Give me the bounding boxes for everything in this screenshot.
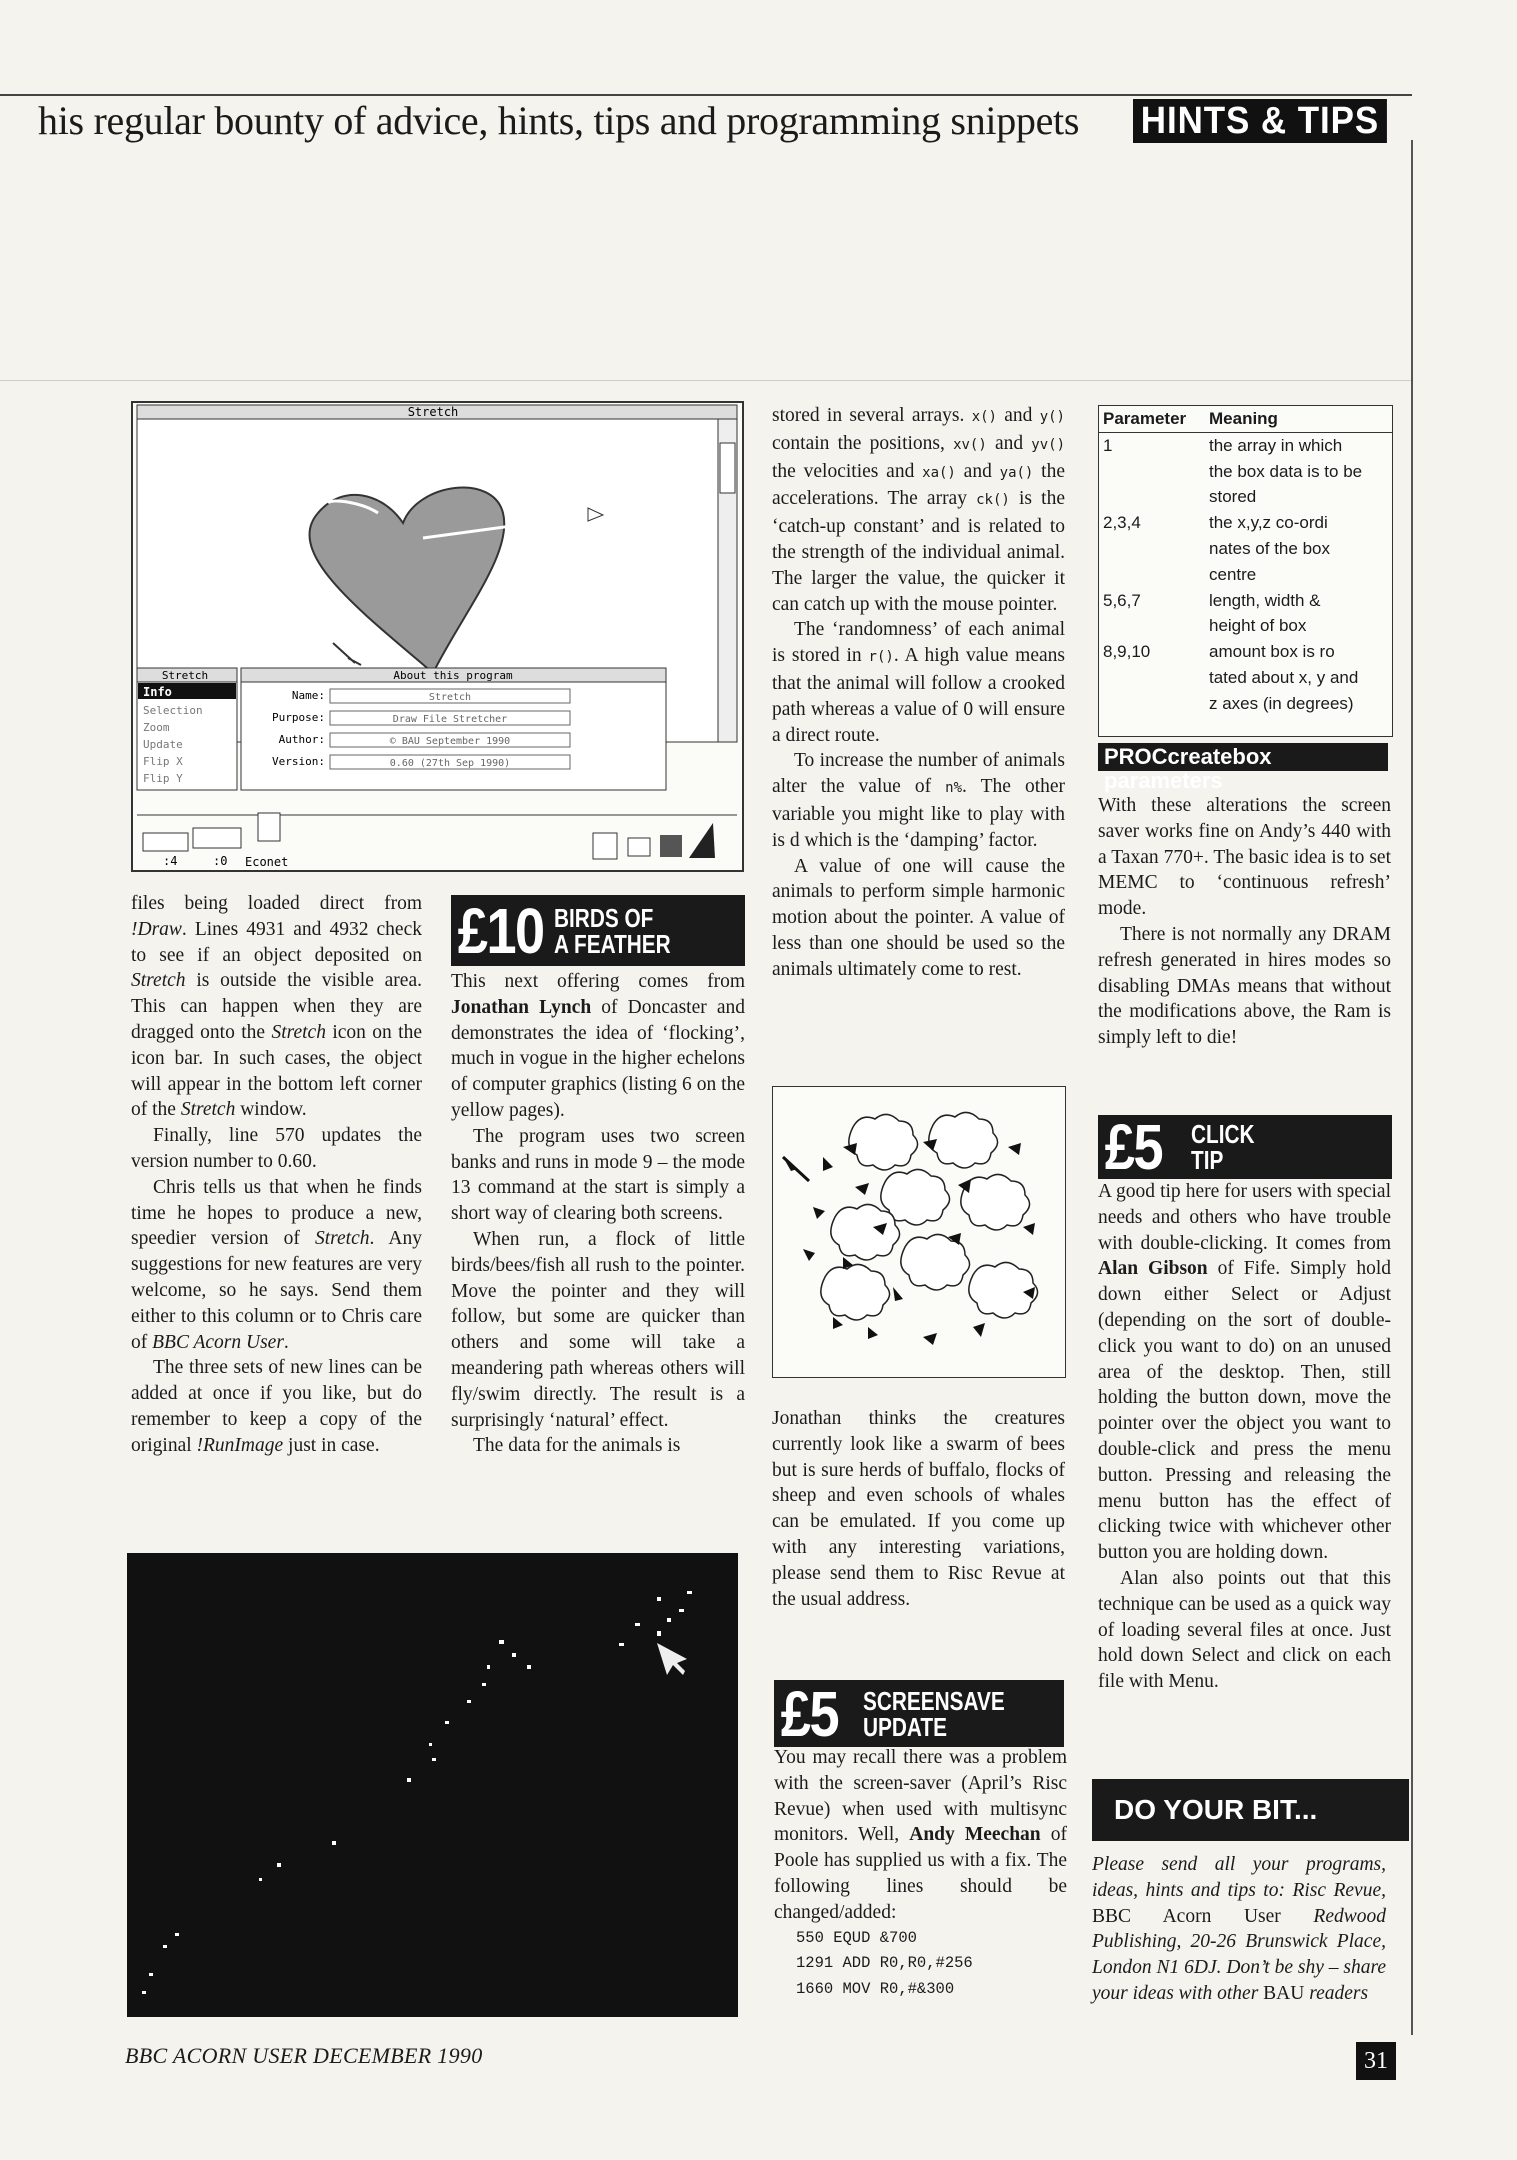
table-row: 1 the array in which the box data is to be stored bbox=[1103, 435, 1363, 507]
paragraph: The program uses two screen banks and runs in mode 9 – the mode 13 command at the start is simply a short way of clearing both screens. bbox=[451, 1125, 745, 1225]
flock-diagram-graphic bbox=[773, 1087, 1065, 1377]
column-3-text-lower bbox=[772, 1406, 1065, 1612]
paragraph: The ‘randomness’ of each animal is stored in r(). A high value means that the animal will follow a crooked path whereas a value of 0 will ensure a direct route. bbox=[772, 619, 1065, 746]
paragraph: A good tip here for users with special needs and others who have trouble with double-clicking. It comes from Alan Gibson of Fife. Simply hold down either Select or Adjust (depending on the sort of double-click you want to do) on an unused area of the desktop. Then, still holding the button down, move the pointer over the object you want to double-click and press the menu button. Pressing and releasing the menu button has the effect of clicking twice with whichever other button you are holding down. bbox=[1098, 1181, 1391, 1564]
about-name-value: Stretch bbox=[428, 692, 472, 703]
palette-icon bbox=[593, 833, 617, 859]
page-number: 31 bbox=[1356, 2042, 1396, 2080]
paragraph: Alan also points out that this technique can be used as a quick way of loading several files at once. Just hold down Select and click on each file with Menu. bbox=[1098, 1567, 1391, 1693]
code-line: 550 EQUD &700 bbox=[796, 1928, 917, 1947]
menu-item-flip-x: Flip X bbox=[143, 755, 183, 768]
table-header-parameter: Parameter bbox=[1099, 406, 1205, 432]
paragraph: There is not normally any DRAM refresh generated in hires modes so disabling DMAs means that without the modifications above, the Ram is simply left to die! bbox=[1098, 923, 1391, 1049]
paragraph: stored in several arrays. x() and y() contain the positions, xv() and yv() the velocities and xa() and ya() the accelerations. The array ck() is the ‘catch-up constant’ and is related to the strength of the individual animal. The larger the value, the quicker it can catch up with the mouse pointer. bbox=[772, 405, 1066, 615]
paragraph: Jonathan thinks the creatures currently look like a swarm of bees but is sure herds of buffalo, flocks of sheep and even schools of whales can be emulated. If you come up with any interesting variations, please send them to Risc Revue at the usual address. bbox=[772, 1408, 1065, 1610]
column-1-text bbox=[131, 891, 422, 1459]
about-author-value: © BAU September 1990 bbox=[389, 736, 511, 747]
menu-item-info: Info bbox=[143, 685, 172, 699]
prize-title: CLICK TIP bbox=[1191, 1119, 1255, 1175]
table-header-meaning: Meaning bbox=[1205, 406, 1392, 432]
about-name-label: Name: bbox=[291, 689, 325, 702]
network-icon bbox=[193, 828, 241, 848]
app-icon bbox=[660, 835, 682, 857]
column-4-text bbox=[1098, 793, 1391, 1051]
do-your-bit-text bbox=[1092, 1852, 1386, 2007]
paragraph: When run, a flock of little birds/bees/fish all rush to the pointer. Move the pointer and they will follow, but some are quicker than others and some will take a meandering path whereas others will fly/swim directly. The result is a surprisingly ‘natural’ effect. bbox=[451, 1228, 745, 1431]
stretch-screenshot-graphic bbox=[133, 403, 742, 870]
iconbar-drive-4: :4 bbox=[163, 854, 178, 868]
flock-diagram bbox=[772, 1086, 1066, 1378]
prize-title: BIRDS OF A FEATHER bbox=[553, 902, 671, 959]
prize-banner-click bbox=[1098, 1111, 1392, 1183]
do-your-bit-banner: DO YOUR BIT... bbox=[1092, 1779, 1409, 1841]
scroll-thumb bbox=[720, 443, 735, 493]
footer-publication: BBC ACORN USER DECEMBER 1990 bbox=[125, 2043, 483, 2068]
menu-title: Stretch bbox=[161, 669, 209, 682]
divider bbox=[0, 380, 1411, 381]
window-title: Stretch bbox=[407, 405, 459, 419]
table-row: 5,6,7 length, width & height of box bbox=[1103, 590, 1321, 636]
code-line: 1291 ADD R0,R0,#256 bbox=[796, 1954, 973, 1973]
paragraph: Please send all your programs, ideas, hints and tips to: Risc Revue, BBC Acorn User Redwood Publishing, 20-26 Brunswick Place, London N1 6DJ. Don’t be shy – share your ideas with other BAU readers bbox=[1092, 1854, 1386, 2004]
paragraph: You may recall there was a problem with the screen-saver (April’s Risc Revue) when used with multisync monitors. Well, Andy Meechan of Poole has supplied us with a fix. The following lines should be changed/added: bbox=[774, 1747, 1067, 1923]
about-purpose-value: Draw File Stretcher bbox=[392, 714, 508, 725]
about-author-label: Author: bbox=[278, 733, 325, 746]
disc-icon bbox=[143, 833, 188, 851]
menu-item-selection: Selection bbox=[143, 704, 203, 717]
about-title: About this program bbox=[393, 669, 513, 682]
iconbar-drive-0: :0 bbox=[213, 854, 228, 868]
prize-banner-birds bbox=[451, 895, 745, 966]
prize-amount: £5 bbox=[1104, 1111, 1162, 1183]
paragraph: To increase the number of animals alter the value of n%. The other variable you might like to play with is d which is the ‘damping’ factor. bbox=[772, 750, 1066, 851]
econet-icon bbox=[258, 813, 280, 841]
flocking-screenshot-graphic bbox=[127, 1553, 738, 2017]
page-strapline: his regular bounty of advice, hints, tips and programming snippets bbox=[38, 98, 1080, 143]
column-rule bbox=[1411, 140, 1413, 2035]
menu-item-zoom: Zoom bbox=[143, 721, 170, 734]
flocking-screenshot bbox=[127, 1553, 738, 2017]
parameter-table bbox=[1099, 406, 1392, 717]
table-row: 8,9,10 amount box is ro tated about x, y and z axes (in degrees) bbox=[1103, 642, 1359, 713]
about-version-label: Version: bbox=[272, 755, 325, 768]
section-tag: HINTS & TIPS bbox=[1133, 99, 1387, 143]
about-version-value: 0.60 (27th Sep 1990) bbox=[389, 758, 511, 769]
birds-text bbox=[451, 969, 745, 1459]
mouse-pointer bbox=[657, 1643, 687, 1675]
stretch-screenshot bbox=[131, 401, 744, 872]
prize-title: SCREENSAVE UPDATE bbox=[863, 1685, 1005, 1742]
table-row: 2,3,4 the x,y,z co-ordi nates of the box centre bbox=[1103, 513, 1330, 584]
paragraph: Finally, line 570 updates the version number to 0.60. bbox=[131, 1125, 422, 1172]
paragraph: The data for the animals is bbox=[473, 1435, 681, 1457]
task-icon bbox=[628, 838, 650, 856]
paragraph: This next offering comes from Jonathan Lynch of Doncaster and demonstrates the idea of ‘flocking’, much in vogue in the higher echelons of computer graphics (listing 6 on the yellow pages). bbox=[451, 971, 745, 1121]
column-3-text bbox=[772, 403, 1065, 983]
prize-banner-screensave bbox=[774, 1677, 1064, 1750]
paragraph: files being loaded direct from !Draw. Lines 4931 and 4932 check to see if an object deposited on Stretch is outside the visible area. This can happen when they are dragged onto the Stretch icon on the icon bar. In such cases, the object will appear in the bottom left corner of the Stretch window. bbox=[131, 893, 422, 1121]
flock-dots bbox=[142, 1591, 692, 1994]
menu-item-update: Update bbox=[143, 738, 183, 751]
prize-amount: £5 bbox=[780, 1677, 838, 1750]
paragraph: Chris tells us that when he finds time he hopes to produce a new, speedier version of Stretch. Any suggestions for new features are very welcome, so he says. Send them either to this column or to Chris care of BBC Acorn User. bbox=[131, 1176, 422, 1353]
menu-item-flip-y: Flip Y bbox=[143, 772, 183, 785]
paragraph: With these alterations the screen saver works fine on Andy’s 440 with a Taxan 770+. The basic idea is to set MEMC to ‘continuous refresh’ mode. bbox=[1098, 795, 1391, 920]
paragraph: The three sets of new lines can be added at once if you like, but do remember to keep a copy of the original !RunImage just in case. bbox=[131, 1357, 422, 1456]
parameter-table-box bbox=[1098, 405, 1393, 737]
table-caption: PROCcreatebox parameters bbox=[1098, 743, 1388, 771]
header-rule bbox=[0, 94, 1412, 96]
paragraph: A value of one will cause the animals to perform simple harmonic motion about the pointer. A value of less than one should be used so the animals ultimately come to rest. bbox=[772, 855, 1065, 980]
screensave-text bbox=[774, 1745, 1067, 2003]
prize-amount: £10 bbox=[457, 894, 544, 967]
iconbar-econet-label: Econet bbox=[245, 855, 289, 869]
draw-icon bbox=[689, 823, 715, 858]
code-line: 1660 MOV R0,#&300 bbox=[796, 1980, 955, 1999]
click-text bbox=[1098, 1179, 1391, 1695]
about-purpose-label: Purpose: bbox=[272, 711, 325, 724]
